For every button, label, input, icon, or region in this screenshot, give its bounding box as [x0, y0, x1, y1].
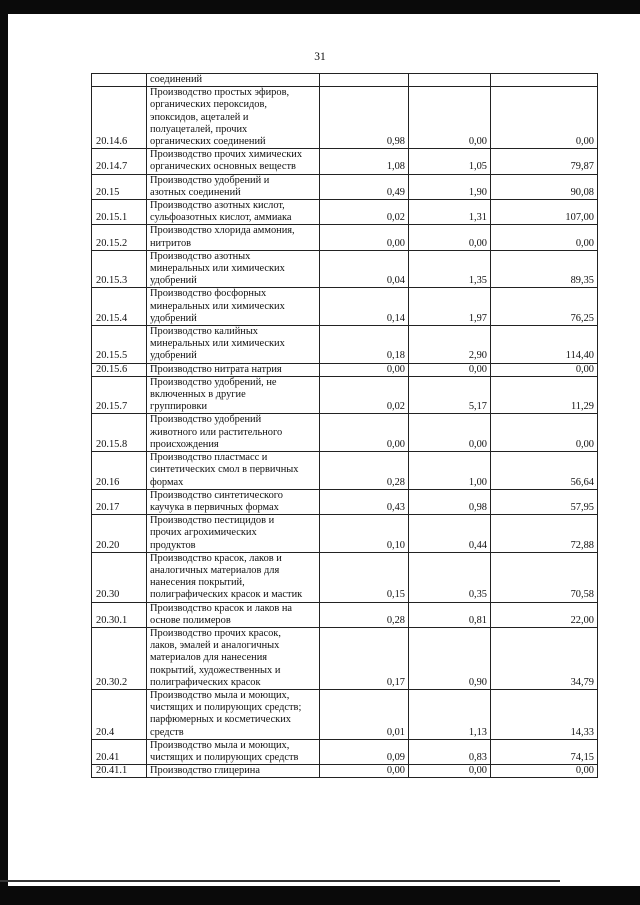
row-value-3-text: 56,64 — [570, 476, 594, 488]
row-value-3-cell — [491, 689, 598, 739]
row-code-text: 20.15.8 — [96, 438, 128, 450]
row-value-2-cell — [409, 225, 491, 250]
row-value-2-cell — [409, 149, 491, 174]
row-value-2-text: 1,05 — [468, 161, 487, 173]
row-value-3-cell — [491, 149, 598, 174]
row-value-1-cell — [320, 326, 409, 364]
row-name-cell — [147, 149, 320, 174]
row-name-cell — [147, 515, 320, 553]
table-row — [92, 200, 598, 225]
row-name-text: Производство мыла и моющих, чистящих и полирующих средств — [150, 739, 299, 763]
row-value-2-cell — [409, 174, 491, 199]
row-code-cell — [92, 250, 147, 288]
row-code-cell — [92, 288, 147, 326]
row-value-1-cell — [320, 74, 409, 87]
row-name-cell — [147, 452, 320, 490]
row-value-1-cell — [320, 515, 409, 553]
row-name-cell — [147, 87, 320, 149]
table-row — [92, 250, 598, 288]
row-name-text: соединений — [150, 74, 203, 85]
row-value-3-cell — [491, 225, 598, 250]
row-name-cell — [147, 552, 320, 602]
table-row — [92, 149, 598, 174]
row-value-3-text: 0,00 — [575, 136, 594, 148]
row-name-cell — [147, 250, 320, 288]
row-value-3-text: 76,25 — [570, 312, 594, 324]
row-value-2-cell — [409, 515, 491, 553]
row-value-1-cell — [320, 739, 409, 764]
row-name-cell — [147, 288, 320, 326]
row-code-text: 20.41.1 — [96, 765, 128, 777]
row-value-3-text: 90,08 — [570, 186, 594, 198]
table-row — [92, 225, 598, 250]
row-name-cell — [147, 74, 320, 87]
row-value-2-text: 0,35 — [468, 589, 487, 601]
row-name-text: Производство фосфорных минеральных или химических удобрений — [150, 288, 285, 324]
row-value-2-cell — [409, 363, 491, 376]
row-value-1-text: 0,17 — [386, 676, 405, 688]
row-value-1-text: 0,02 — [386, 401, 405, 413]
row-value-3-cell — [491, 452, 598, 490]
row-value-2-text: 0,00 — [468, 237, 487, 249]
table-row — [92, 326, 598, 364]
row-value-2-text: 0,90 — [468, 676, 487, 688]
row-value-3-cell — [491, 363, 598, 376]
row-value-3-cell — [491, 765, 598, 778]
row-value-1-cell — [320, 363, 409, 376]
row-value-1-cell — [320, 489, 409, 514]
row-value-1-cell — [320, 602, 409, 627]
row-value-3-cell — [491, 376, 598, 414]
row-name-text: Производство прочих химических органических основных веществ — [150, 149, 303, 173]
row-code-text: 20.30 — [96, 589, 120, 601]
row-value-1-text: 0,28 — [386, 614, 405, 626]
row-name-text: Производство нитрата натрия — [150, 363, 282, 375]
row-value-2-cell — [409, 326, 491, 364]
row-value-1-text: 0,14 — [386, 312, 405, 324]
row-value-2-text: 0,83 — [468, 751, 487, 763]
row-value-1-text: 0,49 — [386, 186, 405, 198]
row-code-cell — [92, 552, 147, 602]
row-code-text: 20.4 — [96, 726, 115, 738]
row-code-text: 20.16 — [96, 476, 120, 488]
row-code-text: 20.14.6 — [96, 136, 128, 148]
row-value-3-text: 0,00 — [575, 363, 594, 375]
row-value-3-cell — [491, 200, 598, 225]
row-name-text: Производство пестицидов и прочих агрохимических продуктов — [150, 515, 275, 551]
row-code-cell — [92, 689, 147, 739]
row-value-2-text: 0,98 — [468, 501, 487, 513]
row-value-3-text: 11,29 — [571, 401, 594, 413]
row-value-3-text: 74,15 — [570, 751, 594, 763]
row-value-3-cell — [491, 515, 598, 553]
row-name-text: Производство калийных минеральных или химических удобрений — [150, 326, 285, 362]
row-value-1-text: 0,18 — [386, 350, 405, 362]
row-code-text: 20.15.5 — [96, 350, 128, 362]
row-name-cell — [147, 326, 320, 364]
table-row — [92, 288, 598, 326]
row-name-text: Производство синтетического каучука в первичных формах — [150, 489, 283, 513]
row-code-text: 20.20 — [96, 539, 120, 551]
row-name-text: Производство удобрений, не включенных в другие группировки — [150, 376, 277, 413]
table-row — [92, 174, 598, 199]
table-row — [92, 489, 598, 514]
row-code-cell — [92, 174, 147, 199]
row-value-2-cell — [409, 87, 491, 149]
row-value-2-cell — [409, 288, 491, 326]
row-value-3-cell — [491, 87, 598, 149]
row-value-3-text: 34,79 — [570, 676, 594, 688]
table-body — [92, 74, 598, 778]
row-name-cell — [147, 739, 320, 764]
row-value-2-cell — [409, 414, 491, 452]
row-value-3-text: 114,40 — [565, 350, 594, 362]
row-code-cell — [92, 74, 147, 87]
row-value-3-cell — [491, 602, 598, 627]
row-name-cell — [147, 765, 320, 778]
row-value-3-text: 70,58 — [570, 589, 594, 601]
table-row — [92, 689, 598, 739]
row-value-2-text: 0,44 — [468, 539, 487, 551]
row-value-2-cell — [409, 739, 491, 764]
row-value-1-text: 1,08 — [386, 161, 405, 173]
row-value-3-text: 57,95 — [570, 501, 594, 513]
row-value-2-text: 0,00 — [468, 765, 487, 777]
row-value-1-text: 0,15 — [386, 589, 405, 601]
row-value-3-cell — [491, 288, 598, 326]
row-value-2-cell — [409, 250, 491, 288]
row-value-3-text: 107,00 — [565, 212, 594, 224]
row-value-1-cell — [320, 288, 409, 326]
row-name-cell — [147, 363, 320, 376]
row-value-1-cell — [320, 376, 409, 414]
row-name-text: Производство удобрений животного или растительного происхождения — [150, 414, 283, 450]
row-value-2-cell — [409, 376, 491, 414]
row-name-text: Производство азотных кислот, сульфоазотных кислот, аммиака — [150, 200, 292, 224]
row-code-text: 20.15.1 — [96, 212, 128, 224]
row-value-1-cell — [320, 414, 409, 452]
row-code-cell — [92, 414, 147, 452]
row-value-2-cell — [409, 602, 491, 627]
row-value-3-text: 14,33 — [570, 726, 594, 738]
row-value-2-text: 1,13 — [468, 726, 487, 738]
row-code-text: 20.15.6 — [96, 363, 128, 375]
row-value-2-text: 0,00 — [468, 438, 487, 450]
row-code-text: 20.15.7 — [96, 401, 128, 413]
page-number: 31 — [314, 51, 326, 63]
row-value-2-text: 1,31 — [468, 212, 487, 224]
row-code-cell — [92, 326, 147, 364]
row-value-1-text: 0,28 — [386, 476, 405, 488]
table-row — [92, 414, 598, 452]
row-value-2-text: 1,97 — [468, 312, 487, 324]
row-name-text: Производство удобрений и азотных соединений — [150, 174, 270, 198]
table-row — [92, 452, 598, 490]
row-code-text: 20.30.1 — [96, 614, 128, 626]
row-code-cell — [92, 149, 147, 174]
scan-border-top — [0, 0, 640, 14]
row-name-cell — [147, 689, 320, 739]
row-value-2-cell — [409, 627, 491, 689]
table-row — [92, 87, 598, 149]
row-code-cell — [92, 225, 147, 250]
row-value-2-text: 0,00 — [468, 363, 487, 375]
row-code-cell — [92, 515, 147, 553]
row-value-1-text: 0,04 — [386, 275, 405, 287]
row-value-2-text: 2,90 — [468, 350, 487, 362]
row-value-1-cell — [320, 225, 409, 250]
scan-border-bottom — [0, 886, 640, 905]
row-name-cell — [147, 489, 320, 514]
row-code-cell — [92, 376, 147, 414]
table-row — [92, 515, 598, 553]
row-value-2-cell — [409, 552, 491, 602]
row-value-3-text: 0,00 — [575, 237, 594, 249]
row-name-text: Производство простых эфиров, органических пероксидов, эпоксидов, ацеталей и полуацеталей, прочих органических соединений — [150, 87, 290, 148]
row-code-text: 20.15.2 — [96, 237, 128, 249]
row-value-1-cell — [320, 87, 409, 149]
row-value-1-cell — [320, 149, 409, 174]
row-name-cell — [147, 200, 320, 225]
row-value-2-text: 1,35 — [468, 275, 487, 287]
row-code-text: 20.15.3 — [96, 275, 128, 287]
row-value-3-cell — [491, 74, 598, 87]
row-value-1-text: 0,02 — [386, 212, 405, 224]
row-value-1-cell — [320, 689, 409, 739]
row-value-1-text: 0,01 — [386, 726, 405, 738]
row-value-1-cell — [320, 174, 409, 199]
row-value-1-text: 0,10 — [386, 539, 405, 551]
row-code-cell — [92, 765, 147, 778]
row-value-3-cell — [491, 627, 598, 689]
row-name-cell — [147, 225, 320, 250]
row-value-2-text: 0,00 — [468, 136, 487, 148]
row-code-cell — [92, 363, 147, 376]
row-code-cell — [92, 627, 147, 689]
row-code-cell — [92, 200, 147, 225]
row-name-text: Производство прочих красок, лаков, эмалей и аналогичных материалов для нанесения покрытий, художественных и полиграфических красок — [150, 627, 281, 688]
row-name-cell — [147, 174, 320, 199]
row-value-2-cell — [409, 200, 491, 225]
table-row — [92, 376, 598, 414]
row-value-1-text: 0,09 — [386, 751, 405, 763]
row-value-2-text: 1,00 — [468, 476, 487, 488]
table-row — [92, 627, 598, 689]
row-name-cell — [147, 602, 320, 627]
row-name-text: Производство пластмасс и синтетических смол в первичных формах — [150, 452, 299, 488]
scan-border-left — [0, 0, 8, 905]
row-code-text: 20.14.7 — [96, 161, 128, 173]
row-code-text: 20.30.2 — [96, 676, 128, 688]
row-code-cell — [92, 87, 147, 149]
row-name-text: Производство азотных минеральных или химических удобрений — [150, 250, 285, 287]
row-value-1-text: 0,00 — [386, 765, 405, 777]
row-value-3-text: 89,35 — [570, 275, 594, 287]
row-code-cell — [92, 489, 147, 514]
table-row — [92, 552, 598, 602]
row-value-3-cell — [491, 552, 598, 602]
row-name-text: Производство хлорида аммония, нитритов — [150, 225, 295, 249]
row-name-text: Производство красок, лаков и аналогичных материалов для нанесения покрытий, полиграфических красок и мастик — [150, 552, 303, 601]
row-value-2-cell — [409, 452, 491, 490]
row-name-cell — [147, 376, 320, 414]
row-value-3-cell — [491, 489, 598, 514]
row-value-1-cell — [320, 200, 409, 225]
row-value-3-cell — [491, 739, 598, 764]
row-value-2-text: 5,17 — [468, 401, 487, 413]
row-value-2-cell — [409, 765, 491, 778]
row-value-1-text: 0,00 — [386, 363, 405, 375]
table-row — [92, 765, 598, 778]
row-code-text: 20.41 — [96, 751, 120, 763]
row-code-text: 20.17 — [96, 501, 120, 513]
row-name-text: Производство глицерина — [150, 765, 260, 777]
scan-border-bottom-line — [0, 880, 560, 882]
row-value-2-cell — [409, 74, 491, 87]
row-code-cell — [92, 602, 147, 627]
row-value-1-cell — [320, 250, 409, 288]
row-value-3-text: 22,00 — [570, 614, 594, 626]
row-name-cell — [147, 627, 320, 689]
row-value-3-cell — [491, 326, 598, 364]
row-value-3-text: 0,00 — [575, 765, 594, 777]
row-code-cell — [92, 739, 147, 764]
row-value-3-text: 0,00 — [575, 438, 594, 450]
row-value-3-text: 79,87 — [570, 161, 594, 173]
row-code-text: 20.15 — [96, 186, 120, 198]
row-value-3-cell — [491, 250, 598, 288]
table-row — [92, 602, 598, 627]
row-value-3-cell — [491, 414, 598, 452]
table-row — [92, 363, 598, 376]
row-code-text: 20.15.4 — [96, 312, 128, 324]
row-value-1-cell — [320, 552, 409, 602]
row-value-1-cell — [320, 765, 409, 778]
row-value-1-text: 0,98 — [386, 136, 405, 148]
row-name-text: Производство мыла и моющих, чистящих и полирующих средств; парфюмерных и косметических средств — [150, 689, 302, 738]
row-value-1-text: 0,43 — [386, 501, 405, 513]
row-value-2-cell — [409, 489, 491, 514]
row-code-cell — [92, 452, 147, 490]
row-value-2-text: 0,81 — [468, 614, 487, 626]
row-value-3-cell — [491, 174, 598, 199]
row-name-cell — [147, 414, 320, 452]
table-row — [92, 74, 598, 87]
row-value-1-cell — [320, 452, 409, 490]
data-table — [91, 73, 598, 778]
row-value-1-text: 0,00 — [386, 237, 405, 249]
row-value-1-cell — [320, 627, 409, 689]
row-value-3-text: 72,88 — [570, 539, 594, 551]
row-name-text: Производство красок и лаков на основе полимеров — [150, 602, 293, 626]
row-value-2-cell — [409, 689, 491, 739]
row-value-2-text: 1,90 — [468, 186, 487, 198]
row-value-1-text: 0,00 — [386, 438, 405, 450]
table-row — [92, 739, 598, 764]
